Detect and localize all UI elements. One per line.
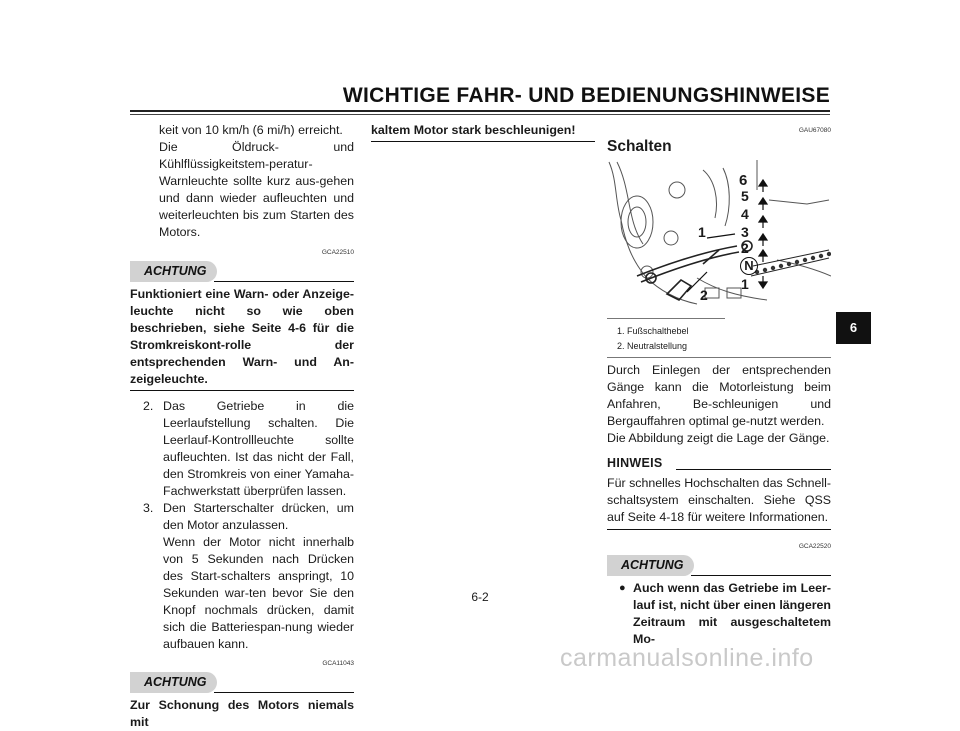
header-rule (130, 110, 830, 112)
shift-paragraph: Durch Einlegen der entsprechenden Gänge kann die Motorleistung beim Anfahren, Be-schleunigen und Bergauffahren optimal ge-nutzt werden. (607, 363, 831, 428)
warning-end-rule (130, 390, 354, 391)
achtung-heading (607, 555, 831, 577)
watermark: carmanualsonline.info (560, 644, 814, 672)
section-title: Schalten (607, 138, 672, 155)
page-number: 6-2 (471, 590, 489, 604)
achtung-rule (214, 281, 354, 282)
step-2 (143, 398, 354, 500)
intro-paragraph: Die Öldruck- und Kühlflüssigkeitstem-peratur-Warnleuchte sollte kurz aus-gehen und dann wieder aufleuchten und weiterleuchten bis zum Starten des Motors. (159, 140, 354, 239)
callout-2: 2 (700, 287, 708, 303)
achtung-rule (214, 692, 354, 693)
intro-line-1: keit von 10 km/h (6 mi/h) erreicht. (159, 123, 343, 137)
step-text-continued: Wenn der Motor nicht innerhalb von 5 Sekunden nach Drücken des Start-schalters anspringt, 10 Sekunden war-ten bevor Sie den Knopf nochmals drücken, damit sich die Batteriespan-nung wieder aufbauen kann. (163, 535, 354, 652)
reference-code: GAU67080 (798, 127, 831, 134)
warning-text-continued: kaltem Motor stark beschleunigen! (371, 123, 576, 137)
header-rule-thin (130, 114, 830, 115)
bullet-item (607, 580, 831, 648)
step-number: 3. (143, 501, 154, 516)
step-number: 2. (143, 399, 154, 414)
chapter-tab: 6 (836, 312, 871, 344)
warning-text: Funktioniert eine Warn- oder Anzeige-leuchte nicht so wie oben beschrieben, siehe Seite 4-6 für die Stromkreiskont-rolle der entsprechenden Warn- und An-zeigeleuchte. (130, 287, 354, 386)
column-3 (607, 122, 831, 648)
step-text: Den Starterschalter drücken, um den Motor anzulassen. (163, 501, 354, 533)
reference-code: GCA11043 (322, 660, 354, 668)
gear-label-6: 6 (739, 172, 748, 189)
achtung-badge: ACHTUNG (130, 261, 217, 282)
bullet-text: Auch wenn das Getriebe im Leer-lauf ist, nicht über einen längeren Zeitraum mit ausgeschaltetem Mo- (633, 581, 831, 647)
bullet-icon: ● (619, 582, 626, 595)
warning-end-rule (371, 141, 595, 142)
page-header-title: WICHTIGE FAHR- UND BEDIENUNGSHINWEISE (342, 84, 830, 107)
reference-code: GCA22510 (321, 249, 354, 256)
caption-end-rule (607, 357, 831, 358)
achtung-badge: ACHTUNG (130, 672, 217, 693)
reference-code: GCA22520 (798, 543, 831, 551)
shift-pattern-figure (607, 160, 831, 306)
achtung-heading (130, 672, 354, 694)
callout-1: 1 (698, 224, 706, 240)
step-text: Das Getriebe in die Leerlaufstellung schalten. Die Leerlauf-Kontrollleuchte sollte aufleuchten. Ist das nicht der Fall, den Stromkreis von einer Yamaha-Fachwerkstatt überprüfen lassen. (163, 399, 354, 499)
hinweis-heading (607, 455, 831, 475)
shift-paragraph-2: Die Abbildung zeigt die Lage der Gänge. (607, 431, 830, 445)
caption-1: 1. Fußschalthebel (617, 326, 689, 336)
shift-lever-illustration (607, 160, 831, 306)
gear-label-3: 3 (741, 224, 749, 240)
hinweis-end-rule (607, 529, 831, 530)
achtung-badge: ACHTUNG (607, 555, 694, 576)
achtung-rule (691, 575, 831, 576)
gear-label-5: 5 (741, 188, 749, 204)
column-2 (371, 122, 595, 142)
hinweis-text: Für schnelles Hochschalten das Schnell-schaltsystem einschalten. Siehe QSS auf Seite 4-18 für weitere Informationen. (607, 476, 831, 524)
gear-label-1: 1 (741, 276, 749, 292)
figure-captions (607, 324, 831, 354)
gear-label-neutral: N (740, 257, 758, 275)
warning-text: Zur Schonung des Motors niemals mit (130, 698, 354, 730)
achtung-heading (130, 261, 354, 283)
step-3 (143, 500, 354, 653)
column-1 (130, 122, 354, 731)
hinweis-rule (676, 469, 831, 470)
caption-2: 2. Neutralstellung (617, 341, 688, 351)
gear-label-4: 4 (741, 206, 749, 222)
caption-rule (607, 318, 725, 319)
gear-label-2: 2 (741, 240, 749, 256)
hinweis-label: HINWEIS (607, 456, 663, 470)
